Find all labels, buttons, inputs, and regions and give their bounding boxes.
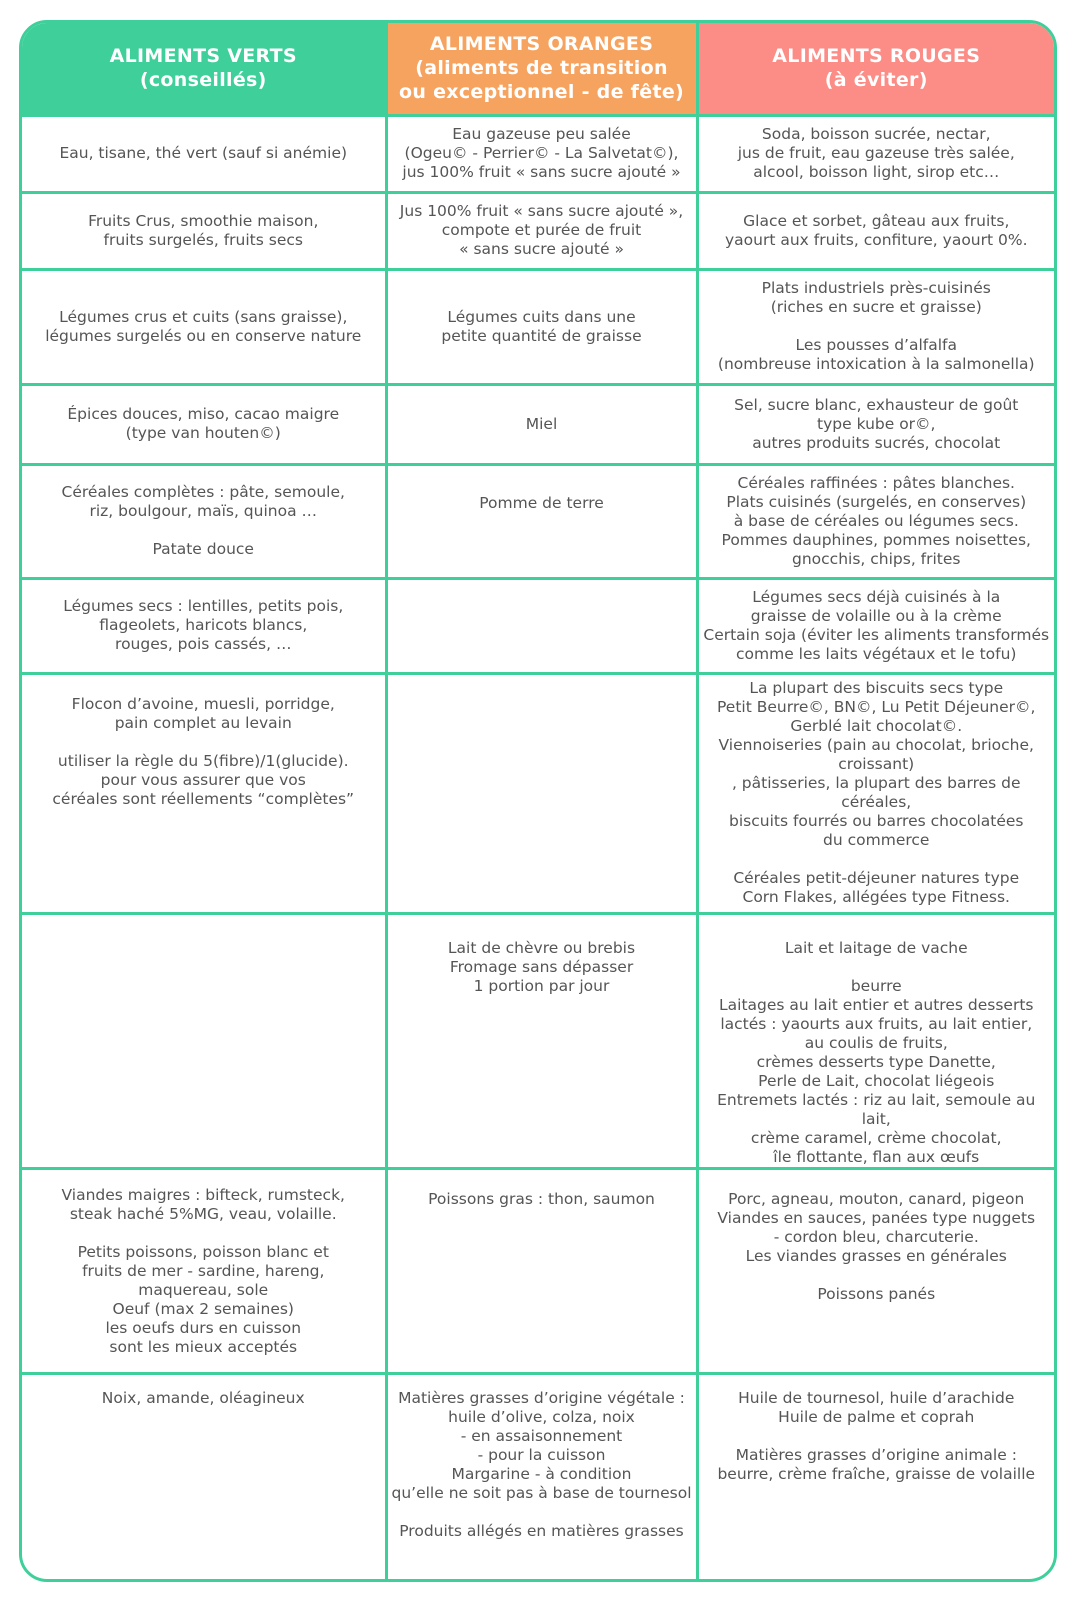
cell-orange-proteins: Poissons gras : thon, saumon (386, 1168, 697, 1373)
cell-green-dairy (22, 913, 386, 1168)
cell-red-cereals: Céréales raffinées : pâtes blanches. Plats cuisinés (surgelés, en conserves) à base de céréales ou légumes secs. Pommes dauphines, pommes noisettes, gnocchis, chips, frites (697, 464, 1054, 578)
cell-orange-vegetables: Légumes cuits dans une petite quantité de graisse (386, 269, 697, 384)
cell-red-fats: Huile de tournesol, huile d’arachide Huile de palme et coprah Matières grasses d’origine animale : beurre, crème fraîche, graisse de volaille (697, 1373, 1054, 1579)
cell-green-drinks: Eau, tisane, thé vert (sauf si anémie) (22, 115, 386, 192)
header-row (22, 23, 1054, 115)
cell-orange-fats: Matières grasses d’origine végétale : huile d’olive, colza, noix - en assaisonnement - pour la cuisson Margarine - à condition qu’elle ne soit pas à base de tournesol Produits allégés en matières grasses (386, 1373, 697, 1579)
cell-orange-dairy: Lait de chèvre ou brebis Fromage sans dépasser 1 portion par jour (386, 913, 697, 1168)
table-row (22, 578, 1054, 673)
cell-red-fruits: Glace et sorbet, gâteau aux fruits, yaourt aux fruits, confiture, yaourt 0%. (697, 192, 1054, 269)
cell-orange-cereals: Pomme de terre (386, 464, 697, 578)
table-row (22, 192, 1054, 269)
cell-orange-breakfast (386, 673, 697, 913)
cell-red-proteins: Porc, agneau, mouton, canard, pigeon Viandes en sauces, panées type nuggets - cordon bleu, charcuterie. Les viandes grasses en générales Poissons panés (697, 1168, 1054, 1373)
food-table-frame (19, 20, 1057, 1582)
header-green-foods: ALIMENTS VERTS (conseillés) (22, 23, 386, 115)
cell-green-spices: Épices douces, miso, cacao maigre (type van houten©) (22, 384, 386, 464)
cell-green-legumes: Légumes secs : lentilles, petits pois, flageolets, haricots blancs, rouges, pois cassés, … (22, 578, 386, 673)
table-row (22, 673, 1054, 913)
table-row (22, 1373, 1054, 1579)
table-row (22, 464, 1054, 578)
cell-red-spices: Sel, sucre blanc, exhausteur de goût type kube or©, autres produits sucrés, chocolat (697, 384, 1054, 464)
table-row (22, 384, 1054, 464)
cell-red-drinks: Soda, boisson sucrée, nectar, jus de fruit, eau gazeuse très salée, alcool, boisson light, sirop etc… (697, 115, 1054, 192)
cell-green-fruits: Fruits Crus, smoothie maison, fruits surgelés, fruits secs (22, 192, 386, 269)
cell-green-fats: Noix, amande, oléagineux (22, 1373, 386, 1579)
header-red-foods: ALIMENTS ROUGES (à éviter) (697, 23, 1054, 115)
cell-orange-drinks: Eau gazeuse peu salée (Ogeu© - Perrier© - La Salvetat©), jus 100% fruit « sans sucre ajouté » (386, 115, 697, 192)
cell-green-cereals: Céréales complètes : pâte, semoule, riz, boulgour, maïs, quinoa … Patate douce (22, 464, 386, 578)
cell-green-breakfast: Flocon d’avoine, muesli, porridge, pain complet au levain utiliser la règle du 5(fibre)/1(glucide). pour vous assurer que vos céréales sont réellements “complètes” (22, 673, 386, 913)
cell-green-vegetables: Légumes crus et cuits (sans graisse), légumes surgelés ou en conserve nature (22, 269, 386, 384)
cell-red-breakfast: La plupart des biscuits secs type Petit Beurre©, BN©, Lu Petit Déjeuner©, Gerblé lait chocolat©. Viennoiseries (pain au chocolat, brioche, croissant) , pâtisseries, la plupart des barres de céréales, biscuits fourrés ou barres chocolatées du commerce Céréales petit-déjeuner natures type Corn Flakes, allégées type Fitness. (697, 673, 1054, 913)
cell-orange-legumes (386, 578, 697, 673)
header-orange-foods: ALIMENTS ORANGES (aliments de transition ou exceptionnel - de fête) (386, 23, 697, 115)
cell-orange-fruits: Jus 100% fruit « sans sucre ajouté », compote et purée de fruit « sans sucre ajouté » (386, 192, 697, 269)
cell-red-legumes: Légumes secs déjà cuisinés à la graisse de volaille ou à la crème Certain soja (éviter les aliments transformés comme les laits végétaux et le tofu) (697, 578, 1054, 673)
cell-green-proteins: Viandes maigres : bifteck, rumsteck, steak haché 5%MG, veau, volaille. Petits poissons, poisson blanc et fruits de mer - sardine, hareng, maquereau, sole Oeuf (max 2 semaines) les oeufs durs en cuisson sont les mieux acceptés (22, 1168, 386, 1373)
table-row (22, 1168, 1054, 1373)
table-row (22, 115, 1054, 192)
cell-orange-spices: Miel (386, 384, 697, 464)
cell-red-vegetables: Plats industriels près-cuisinés (riches en sucre et graisse) Les pousses d’alfalfa (nombreuse intoxication à la salmonella) (697, 269, 1054, 384)
table-row (22, 269, 1054, 384)
cell-red-dairy: Lait et laitage de vache beurre Laitages au lait entier et autres desserts lactés : yaourts aux fruits, au lait entier, au coulis de fruits, crèmes desserts type Danette, Perle de Lait, chocolat liégeois Entremets lactés : riz au lait, semoule au lait, crème caramel, crème chocolat, île flottante, flan aux œufs (697, 913, 1054, 1168)
table-row (22, 913, 1054, 1168)
food-classification-table (22, 23, 1054, 1579)
